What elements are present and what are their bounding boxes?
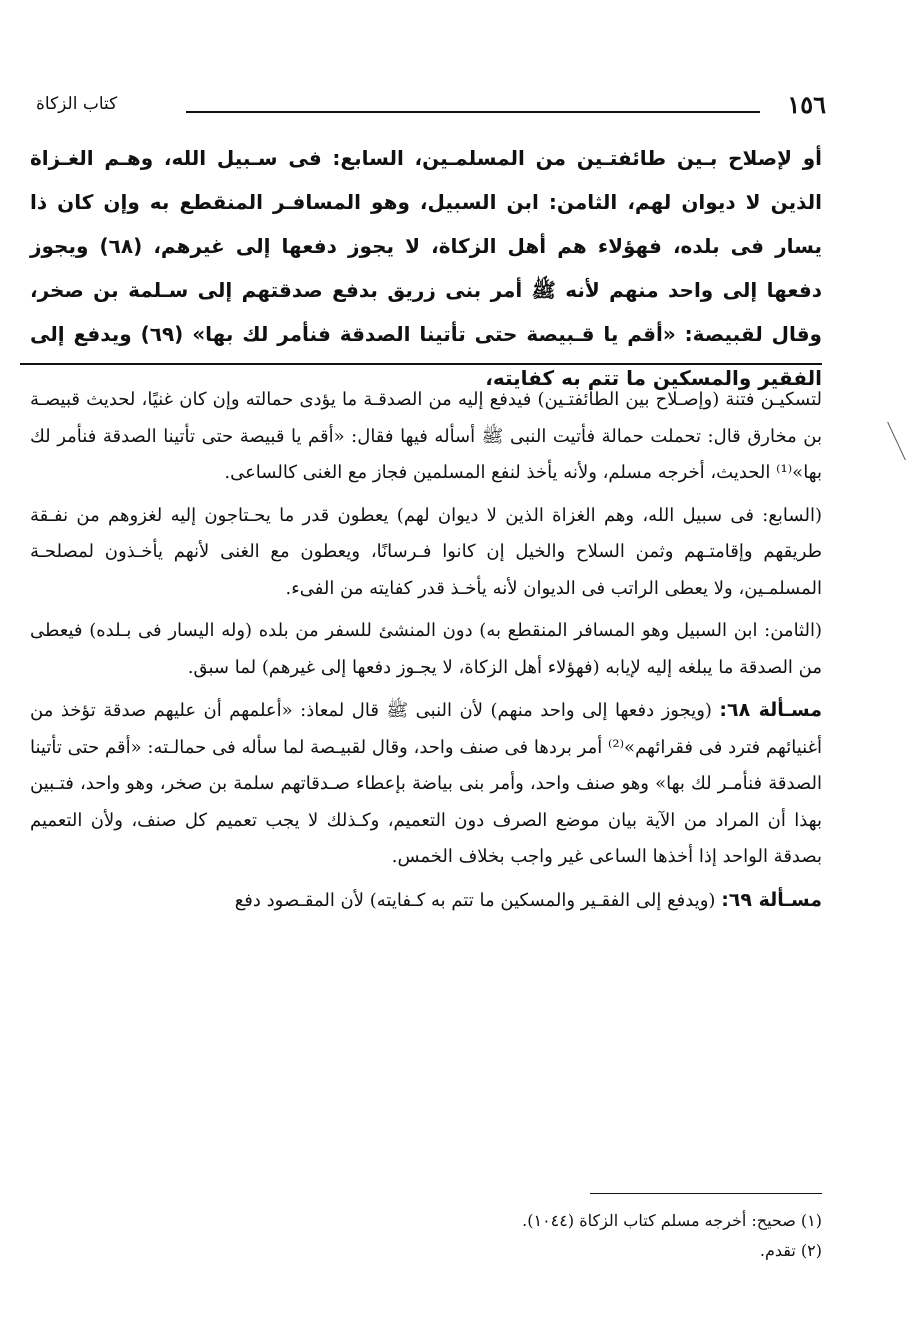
commentary xyxy=(30,382,822,925)
footnote-rule xyxy=(590,1193,822,1194)
running-title: كتاب الزكاة xyxy=(36,94,118,114)
scan-mark xyxy=(887,422,906,460)
masala-label: مسـألة ٦٨: xyxy=(719,699,822,721)
footnote: (١) صحيح: أخرجه مسلم كتاب الزكاة (١٠٤٤). xyxy=(522,1211,822,1230)
page-header xyxy=(36,92,826,126)
masala-label: مسـألة ٦٩: xyxy=(721,888,822,911)
page-number: ١٥٦ xyxy=(787,90,826,119)
header-rule xyxy=(186,111,760,113)
masala-text: (ويدفع إلى الفقـير والمسكين ما تتم به كـفايته) لأن المقـصود دفع xyxy=(234,889,716,911)
masala-paragraph xyxy=(30,692,822,876)
commentary-paragraph: لتسكيـن فتنة (وإصـلاح بين الطائفتـين) فيدفع إليه من الصدقـة ما يؤدى حمالته وإن كان غنيًا، لحديث قبيصـة بن مخارق قال: تحملت حمالة فأتيت النبى ﷺ أسأله فيها فقال: «أقم يا قبيصة حتى تأتينا الصدقة فنأمر لك بها»⁽¹⁾ الحديث، أخرجه مسلم، ولأنه يأخذ لنفع المسلمين فجاز مع الغنى كالساعى. xyxy=(30,389,822,483)
footnote: (٢) تقدم. xyxy=(759,1241,822,1260)
commentary-paragraph: (السابع: فى سبيل الله، وهم الغزاة الذين لا ديوان لهم) يعطون قدر ما يحـتاجون إليه لغزوهم من نفـقة طريقهم وإقامتـهم وثمن السلاح والخيل إن كانوا فـرسانًا، ويعطون مع الغنى لأنهم يأخـذون لمصلحـة المسلمـين، ولا يعطى الراتب فى الديوان لأنه يأخـذ قدر كفايته من الفىء. xyxy=(30,504,822,599)
commentary-paragraph: (الثامن: ابن السبيل وهو المسافر المنقطع به) دون المنشئ للسفر من بلده (وله اليسار فى بـلده) فيعطى من الصدقة ما يبلغه إليه لإيابه (فهؤلاء أهل الزكاة، لا يجـوز دفعها إلى غيرهم) لما سبق. xyxy=(30,620,822,678)
masala-text: (ويجوز دفعها إلى واحد منهم) لأن النبى ﷺ قال لمعاذ: «أعلمهم أن عليهم صدقة تؤخذ من أغنيائهم فترد فى فقرائهم»⁽²⁾ أمر بردها فى صنف واحد، وقال لقبيـصة لما سأله فى حمالـته: «أقم حتى تأتينا الصدقة فنأمـر لك بها» وهو صنف واحد، وأمر بنى بياضة بإعطاء صـدقاتهم سلمة بن صخر، وهو واحد، فتـبين بهذا أن المراد من الآية بيان موضع الصرف دون التعميم، وكـذلك لا يجب تعميم كل صنف، ولأن التعميم بصدقة الواحد إذا أخذها الساعى غير واجب بخلاف الخمس. xyxy=(30,700,822,867)
main-text: أو لإصلاح بـين طائفتـين من المسلمـين، السابع: فى سـبيل الله، وهـم الغـزاة الذين لا ديوان لهم، الثامن: ابن السبيل، وهو المسافـر المنقطع به وإن كان ذا يسار فى بلده، فهؤلاء هم أهل الزكاة، لا يجوز دفعها إلى غيرهم، (٦٨) ويجوز دفعها إلى واحد منهم لأنه ﷺ أمر بنى زريق بدفع صدقتهم إلى سـلمة بن صخر، وقال لقبيصة: «أقم يا قـبيصة حتى تأتينا الصدقة فنأمر لك بها» (٦٩) ويدفع إلى الفقير والمسكين ما تتم به كفايته، xyxy=(30,146,822,390)
masala-paragraph xyxy=(30,882,822,920)
footnotes xyxy=(40,1206,822,1266)
section-divider xyxy=(20,363,822,365)
